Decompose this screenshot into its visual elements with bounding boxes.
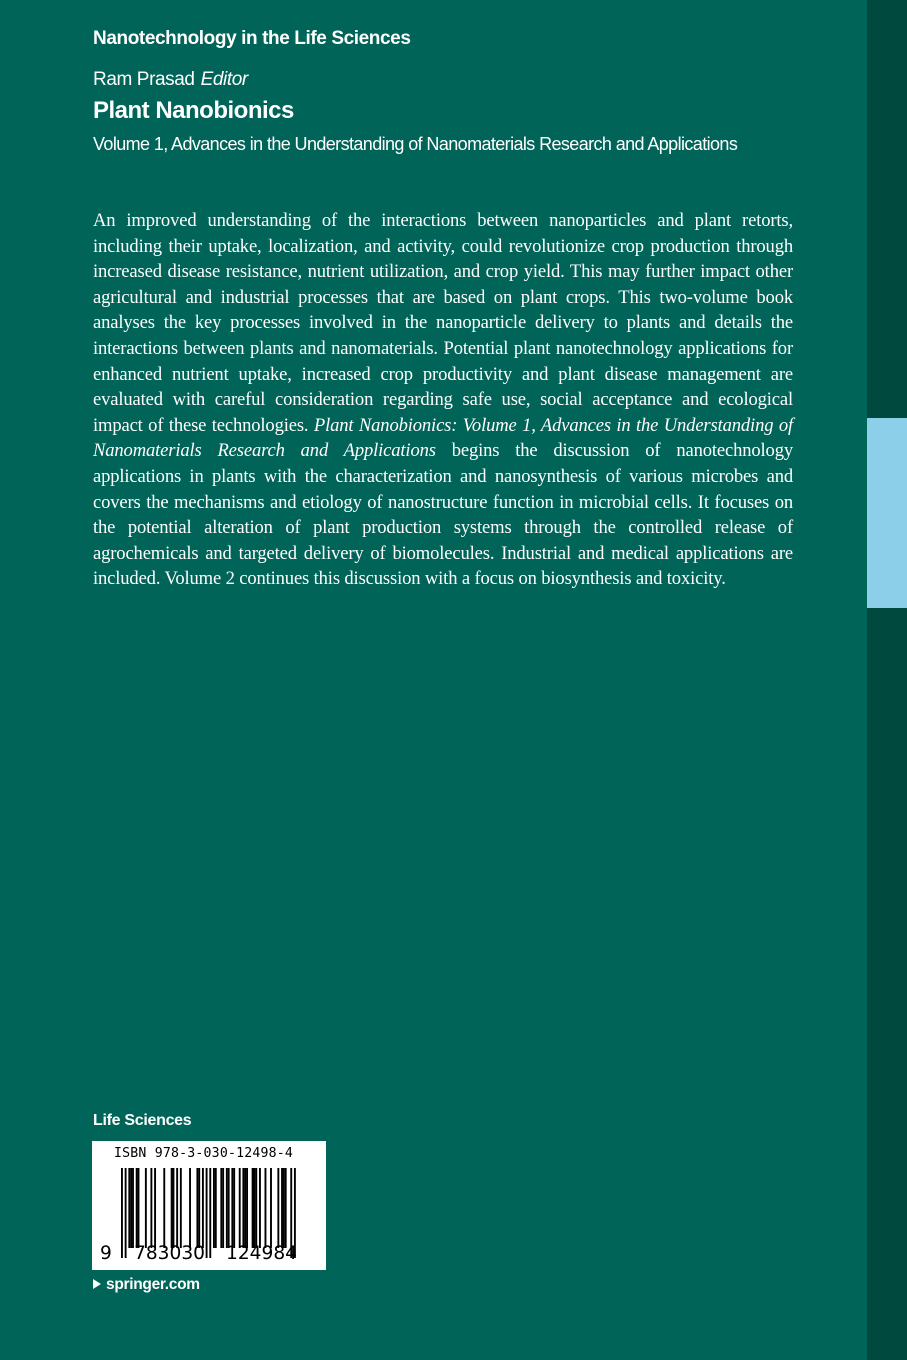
barcode-bar <box>213 1168 215 1248</box>
barcode-bar <box>171 1168 173 1248</box>
barcode-bar <box>196 1168 198 1248</box>
arrow-right-icon <box>93 1279 101 1289</box>
barcode-bar <box>226 1168 228 1248</box>
series-title: Nanotechnology in the Life Sciences <box>93 28 411 49</box>
barcode-bar <box>222 1168 224 1248</box>
subject-label: Life Sciences <box>93 1112 192 1129</box>
barcode-bar <box>206 1168 208 1258</box>
barcode-bar <box>252 1168 254 1248</box>
editor-name: Ram Prasad <box>93 69 195 90</box>
barcode-bar <box>121 1168 123 1258</box>
barcode-bar <box>253 1168 255 1248</box>
barcode-bar <box>215 1168 217 1248</box>
blurb-paragraph <box>93 208 793 592</box>
editor-line <box>93 69 248 91</box>
barcode-bar <box>265 1168 267 1248</box>
book-title: Plant Nanobionics <box>93 97 294 124</box>
barcode-box <box>92 1141 326 1270</box>
barcode-bar <box>259 1168 261 1248</box>
barcode-bar <box>132 1168 134 1248</box>
barcode-bar <box>220 1168 222 1248</box>
barcode-bar <box>244 1168 246 1248</box>
barcode-bar <box>285 1168 287 1248</box>
ean-left-group: 783030 <box>134 1243 205 1264</box>
barcode-bar <box>209 1168 211 1258</box>
publisher-url: springer.com <box>106 1276 200 1293</box>
barcode-bar <box>189 1168 191 1248</box>
ean-right-group: 124984 <box>226 1243 297 1264</box>
barcode-bar <box>202 1168 204 1248</box>
barcode-bar <box>239 1168 241 1248</box>
barcode-bar <box>136 1168 138 1248</box>
editor-role: Editor <box>200 69 248 90</box>
barcode-bar <box>270 1168 272 1248</box>
barcode-bar <box>246 1168 248 1248</box>
barcode-bar <box>138 1168 140 1248</box>
blurb-text-part1: An improved understanding of the interactions between nanoparticles and plant retorts, including their uptake, localization, and activity, could revolutionize crop production through increased disease resistance, nutrient utilization, and crop yield. This may further impact other agricultural and industrial processes that are based on plant crops. This two-volume book analyses the key processes involved in the nanoparticle delivery to plants and details the interactions between plants and nanomaterials. Potential plant nanotechnology applications for enhanced nutrient uptake, increased crop productivity and plant disease management are evaluated with careful consideration regarding safe use, social acceptance and ecological impact of these technologies. <box>93 210 793 436</box>
barcode-bar <box>128 1168 130 1248</box>
barcode-bar <box>176 1168 178 1248</box>
spine-color-tab <box>867 418 907 608</box>
barcode-bar <box>283 1168 285 1248</box>
ean-first-digit: 9 <box>100 1243 112 1264</box>
barcode-bar <box>145 1168 147 1248</box>
blurb-text-part2: begins the discussion of nanotechnology applications in plants with the characterization and nanosynthesis of various microbes and covers the mechanisms and etiology of nanostructure function in microbial cells. It focuses on the potential alteration of plant production systems through the controlled release of agrochemicals and targeted delivery of biomolecules. Industrial and medical applications are included. Volume 2 continues this discussion with a focus on biosynthesis and toxicity. <box>93 440 793 590</box>
isbn-label: ISBN 978-3-030-12498-4 <box>114 1146 294 1161</box>
blurb-italic-title: Plant Nanobionics: Volume 1, Advances in the Understanding of Nanomaterials Research and Applications <box>93 414 793 462</box>
barcode-bar <box>163 1168 165 1248</box>
barcode-bar <box>173 1168 175 1248</box>
barcode-bar <box>277 1168 279 1248</box>
barcode-bar <box>233 1168 235 1248</box>
barcode-bar <box>231 1168 233 1248</box>
barcode-bar <box>228 1168 230 1248</box>
book-subtitle: Volume 1, Advances in the Understanding of Nanomaterials Research and Applications <box>93 134 738 154</box>
barcode-bar <box>281 1168 283 1248</box>
barcode-bar <box>150 1168 152 1248</box>
barcode-bar <box>130 1168 132 1248</box>
barcode-bar <box>180 1168 182 1248</box>
barcode-bar <box>154 1168 156 1248</box>
barcode-bar <box>198 1168 200 1248</box>
barcode-bar <box>255 1168 257 1248</box>
barcode-bar <box>242 1168 244 1248</box>
barcode-bar <box>125 1168 127 1258</box>
publisher-link[interactable] <box>93 1276 200 1294</box>
spine-strip <box>867 0 907 1360</box>
